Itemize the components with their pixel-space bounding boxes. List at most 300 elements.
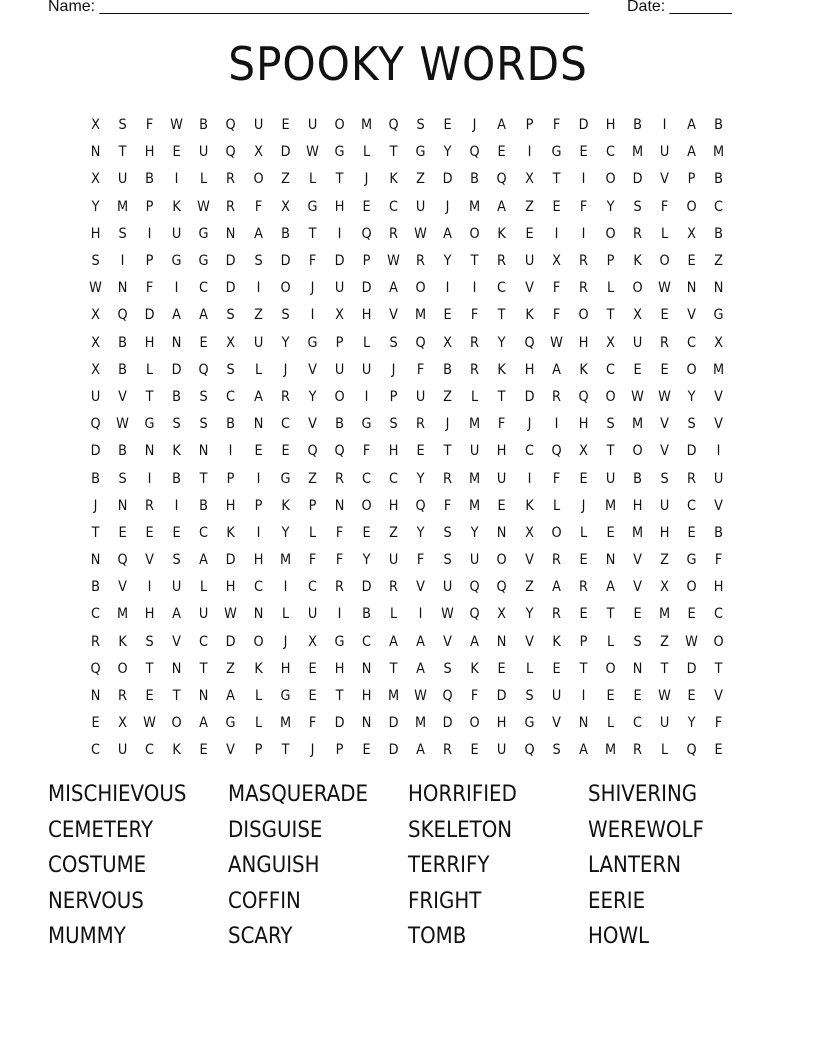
grid-letter: L	[606, 715, 614, 732]
word-list-item: SKELETON	[408, 817, 513, 843]
grid-letter: H	[388, 497, 399, 514]
grid-letter: K	[551, 633, 561, 650]
grid-letter: G	[551, 144, 562, 161]
grid-letter: F	[146, 117, 154, 134]
grid-letter: Q	[523, 742, 535, 759]
grid-letter: W	[658, 388, 671, 405]
grid-letter: E	[281, 117, 290, 134]
grid-letter: A	[199, 715, 209, 732]
grid-letter: T	[606, 606, 615, 623]
grid-letter: N	[497, 524, 507, 541]
grid-letter: H	[497, 443, 507, 460]
grid-row	[82, 710, 732, 737]
grid-letter: K	[389, 171, 398, 188]
grid-letter: L	[660, 742, 669, 759]
grid-letter: Z	[660, 552, 669, 569]
grid-letter: B	[118, 443, 128, 460]
grid-letter: M	[631, 524, 643, 541]
grid-letter: E	[552, 198, 561, 215]
grid-row	[82, 302, 732, 329]
grid-letter: X	[633, 307, 642, 324]
grid-letter: H	[144, 144, 155, 161]
grid-letter: C	[524, 443, 534, 460]
grid-letter: T	[498, 307, 506, 324]
word-list-item: HORRIFIED	[408, 782, 517, 807]
grid-letter: X	[307, 633, 317, 650]
grid-letter: G	[226, 715, 237, 732]
grid-letter: N	[605, 552, 616, 569]
grid-letter: U	[90, 388, 101, 405]
grid-letter: I	[174, 171, 179, 188]
grid-letter: O	[632, 280, 643, 297]
grid-letter: S	[145, 633, 154, 650]
grid-letter: N	[361, 660, 372, 677]
grid-letter: N	[632, 660, 643, 677]
grid-letter: U	[659, 144, 670, 161]
grid-letter: U	[117, 171, 128, 188]
grid-row	[82, 330, 732, 357]
grid-letter: D	[144, 307, 155, 324]
grid-letter: E	[524, 225, 534, 242]
grid-letter: E	[687, 253, 696, 270]
grid-letter: P	[525, 117, 533, 134]
grid-letter: U	[632, 334, 643, 351]
grid-letter: I	[147, 225, 152, 242]
grid-letter: T	[660, 660, 669, 677]
grid-letter: R	[497, 253, 507, 270]
grid-letter: B	[362, 606, 371, 623]
word-list-item: TERRIFY	[408, 853, 490, 879]
grid-letter: S	[552, 742, 561, 759]
word-list-item: LANTERN	[588, 853, 682, 879]
grid-letter: I	[256, 524, 261, 541]
grid-letter: G	[280, 470, 291, 487]
word-list	[48, 777, 768, 955]
grid-letter: E	[281, 443, 290, 460]
grid-letter: I	[662, 117, 667, 134]
grid-letter: E	[579, 552, 588, 569]
grid-letter: D	[686, 660, 697, 677]
grid-letter: V	[714, 497, 724, 514]
grid-letter: Q	[686, 742, 697, 759]
grid-letter: T	[714, 660, 723, 677]
grid-letter: K	[118, 633, 127, 650]
grid-letter: E	[606, 688, 615, 705]
grid-letter: H	[144, 334, 155, 351]
grid-letter: V	[633, 552, 642, 569]
grid-letter: F	[660, 198, 669, 215]
grid-letter: O	[117, 660, 128, 677]
grid-letter: B	[714, 524, 724, 541]
grid-letter: L	[254, 361, 262, 378]
grid-letter: E	[254, 443, 263, 460]
grid-letter: O	[605, 660, 616, 677]
grid-letter: I	[527, 144, 531, 161]
grid-letter: G	[415, 144, 426, 161]
grid-letter: S	[118, 470, 127, 487]
grid-letter: F	[335, 552, 344, 569]
grid-letter: N	[117, 280, 128, 297]
grid-letter: C	[280, 416, 290, 433]
grid-row	[82, 493, 732, 520]
grid-letter: K	[172, 742, 182, 759]
grid-letter: H	[90, 225, 101, 242]
grid-letter: R	[660, 334, 669, 351]
grid-row	[82, 248, 732, 275]
grid-letter: C	[361, 470, 371, 487]
grid-letter: V	[307, 361, 317, 378]
grid-letter: G	[307, 334, 318, 351]
grid-letter: M	[631, 416, 643, 433]
grid-letter: N	[171, 660, 182, 677]
grid-letter: O	[605, 171, 616, 188]
grid-letter: R	[334, 470, 344, 487]
grid-letter: E	[687, 688, 696, 705]
grid-letter: I	[445, 280, 450, 297]
grid-letter: C	[497, 280, 507, 297]
grid-letter: E	[687, 524, 696, 541]
grid-letter: U	[470, 552, 480, 569]
grid-letter: P	[308, 497, 317, 514]
grid-letter: H	[144, 606, 155, 623]
word-list-item: CEMETERY	[48, 817, 154, 843]
grid-letter: Y	[443, 253, 452, 270]
grid-letter: C	[226, 388, 236, 405]
grid-letter: Y	[525, 606, 533, 623]
grid-letter: F	[362, 443, 371, 460]
grid-letter: N	[117, 497, 128, 514]
grid-letter: B	[199, 497, 209, 514]
grid-letter: B	[91, 579, 100, 596]
grid-letter: A	[416, 660, 426, 677]
grid-letter: W	[414, 225, 428, 242]
grid-letter: E	[660, 361, 669, 378]
grid-letter: P	[362, 253, 371, 270]
grid-letter: W	[631, 388, 644, 405]
grid-letter: A	[497, 198, 507, 215]
grid-letter: I	[337, 606, 342, 623]
grid-letter: A	[416, 633, 426, 650]
grid-letter: S	[443, 552, 452, 569]
grid-letter: H	[605, 117, 616, 134]
grid-letter: X	[226, 334, 236, 351]
grid-letter: Q	[361, 225, 372, 242]
grid-letter: V	[443, 633, 453, 650]
grid-letter: U	[253, 117, 263, 134]
grid-letter: S	[633, 198, 642, 215]
grid-letter: K	[579, 361, 588, 378]
grid-row	[82, 166, 732, 193]
grid-letter: X	[91, 171, 100, 188]
grid-letter: X	[118, 715, 128, 732]
grid-row	[82, 438, 732, 465]
grid-letter: D	[442, 171, 453, 188]
grid-letter: L	[606, 280, 614, 297]
grid-letter: A	[253, 225, 263, 242]
grid-letter: E	[552, 660, 561, 677]
word-list-item: TOMB	[408, 924, 467, 950]
grid-letter: W	[441, 606, 455, 623]
grid-letter: C	[389, 470, 399, 487]
grid-letter: E	[660, 307, 669, 324]
grid-letter: X	[578, 443, 588, 460]
date-field: Date: _______	[627, 0, 732, 15]
grid-letter: Y	[281, 334, 290, 351]
grid-row	[82, 357, 732, 384]
grid-letter: S	[172, 552, 181, 569]
grid-letter: U	[334, 361, 345, 378]
grid-letter: I	[364, 388, 369, 405]
grid-letter: L	[308, 524, 316, 541]
word-list-item: EERIE	[588, 888, 646, 914]
grid-letter: X	[660, 579, 669, 596]
grid-letter: S	[443, 660, 452, 677]
grid-letter: H	[226, 579, 236, 596]
grid-letter: C	[307, 579, 317, 596]
grid-letter: S	[389, 416, 398, 433]
header-line	[48, 0, 768, 20]
grid-letter: S	[524, 688, 534, 705]
grid-letter: B	[199, 117, 209, 134]
grid-letter: C	[389, 198, 399, 215]
grid-letter: P	[145, 253, 154, 270]
grid-letter: D	[280, 253, 291, 270]
grid-letter: Q	[523, 334, 535, 351]
grid-letter: D	[361, 280, 372, 297]
grid-letter: R	[145, 497, 155, 514]
grid-letter: D	[442, 715, 453, 732]
grid-letter: F	[552, 470, 560, 487]
grid-letter: K	[172, 198, 182, 215]
grid-letter: P	[687, 171, 696, 188]
grid-letter: B	[632, 117, 642, 134]
grid-letter: A	[551, 579, 561, 596]
grid-letter: Y	[498, 334, 506, 351]
grid-letter: A	[443, 225, 453, 242]
grid-letter: T	[199, 470, 208, 487]
grid-letter: L	[200, 579, 208, 596]
grid-letter: M	[713, 144, 725, 161]
grid-letter: Q	[415, 497, 426, 514]
grid-letter: K	[633, 253, 642, 270]
grid-letter: E	[172, 144, 181, 161]
grid-letter: F	[714, 715, 723, 732]
grid-letter: E	[443, 307, 452, 324]
grid-letter: N	[361, 715, 372, 732]
grid-letter: E	[497, 660, 507, 677]
grid-letter: J	[445, 416, 450, 433]
grid-letter: Z	[524, 198, 534, 215]
grid-letter: S	[118, 225, 127, 242]
grid-letter: A	[389, 633, 398, 650]
grid-letter: A	[687, 117, 697, 134]
grid-letter: T	[498, 388, 506, 405]
grid-row	[82, 601, 732, 628]
grid-letter: E	[633, 361, 642, 378]
grid-letter: D	[171, 361, 182, 378]
grid-letter: M	[469, 470, 481, 487]
grid-letter: O	[334, 388, 345, 405]
grid-letter: S	[633, 633, 642, 650]
grid-letter: J	[581, 497, 586, 514]
grid-row	[82, 275, 732, 302]
grid-letter: J	[445, 198, 450, 215]
grid-letter: C	[253, 579, 263, 596]
grid-letter: M	[604, 742, 616, 759]
grid-letter: I	[310, 307, 315, 324]
grid-letter: X	[605, 334, 615, 351]
grid-letter: I	[120, 253, 125, 270]
grid-letter: E	[199, 742, 208, 759]
grid-letter: S	[254, 253, 263, 270]
grid-letter: L	[579, 524, 587, 541]
grid-letter: L	[308, 171, 316, 188]
grid-letter: U	[659, 497, 670, 514]
grid-letter: T	[606, 307, 615, 324]
grid-letter: E	[497, 497, 507, 514]
grid-letter: Q	[496, 171, 508, 188]
grid-letter: L	[660, 225, 669, 242]
grid-letter: P	[606, 253, 615, 270]
grid-letter: K	[497, 361, 507, 378]
grid-letter: H	[280, 660, 291, 677]
grid-letter: F	[471, 307, 479, 324]
word-list-item: SHIVERING	[588, 782, 698, 807]
grid-letter: A	[199, 307, 209, 324]
grid-letter: I	[527, 470, 531, 487]
grid-letter: N	[90, 552, 101, 569]
grid-letter: O	[659, 253, 670, 270]
grid-letter: M	[117, 606, 129, 623]
grid-letter: L	[254, 715, 262, 732]
grid-row	[82, 194, 732, 221]
grid-letter: O	[171, 715, 182, 732]
grid-letter: F	[308, 253, 317, 270]
grid-letter: W	[116, 416, 130, 433]
grid-row	[82, 112, 732, 139]
grid-letter: B	[91, 470, 100, 487]
grid-letter: E	[172, 524, 181, 541]
grid-letter: H	[253, 552, 263, 569]
grid-letter: Z	[389, 524, 398, 541]
grid-letter: Q	[442, 688, 453, 705]
grid-letter: I	[418, 606, 423, 623]
grid-letter: U	[199, 606, 209, 623]
grid-letter: E	[579, 144, 588, 161]
grid-letter: T	[389, 144, 398, 161]
grid-letter: M	[415, 715, 427, 732]
grid-letter: N	[90, 688, 101, 705]
grid-letter: V	[118, 388, 128, 405]
grid-letter: R	[416, 253, 426, 270]
grid-letter: V	[118, 579, 128, 596]
grid-letter: Q	[225, 117, 237, 134]
grid-letter: H	[361, 307, 372, 324]
grid-letter: I	[256, 470, 261, 487]
grid-letter: V	[524, 552, 534, 569]
grid-letter: B	[118, 361, 128, 378]
grid-letter: O	[334, 117, 345, 134]
grid-row	[82, 683, 732, 710]
grid-letter: R	[578, 280, 588, 297]
grid-letter: I	[229, 443, 233, 460]
grid-letter: R	[470, 334, 480, 351]
grid-letter: L	[362, 334, 371, 351]
grid-letter: R	[551, 552, 561, 569]
grid-letter: U	[443, 579, 453, 596]
grid-letter: U	[497, 742, 507, 759]
grid-letter: V	[307, 416, 317, 433]
grid-letter: L	[606, 633, 614, 650]
grid-letter: V	[551, 715, 561, 732]
grid-letter: M	[415, 307, 427, 324]
grid-letter: C	[145, 742, 155, 759]
grid-letter: O	[280, 280, 291, 297]
grid-letter: E	[633, 688, 642, 705]
grid-letter: D	[388, 715, 399, 732]
grid-letter: D	[280, 144, 291, 161]
grid-letter: N	[90, 144, 101, 161]
grid-letter: U	[605, 470, 616, 487]
grid-letter: C	[605, 144, 615, 161]
grid-letter: R	[443, 470, 453, 487]
grid-letter: V	[660, 416, 669, 433]
grid-letter: M	[388, 688, 400, 705]
grid-letter: W	[685, 633, 698, 650]
grid-letter: F	[254, 198, 262, 215]
grid-letter: Q	[388, 117, 399, 134]
word-list-item: HOWL	[588, 924, 650, 950]
grid-letter: P	[335, 742, 344, 759]
grid-letter: I	[716, 443, 721, 460]
grid-letter: N	[578, 715, 589, 732]
grid-letter: Y	[470, 524, 479, 541]
grid-letter: E	[199, 334, 208, 351]
grid-letter: U	[713, 470, 724, 487]
grid-row	[82, 547, 732, 574]
grid-letter: T	[199, 660, 208, 677]
grid-letter: I	[283, 579, 288, 596]
grid-letter: L	[389, 606, 398, 623]
grid-letter: X	[524, 171, 534, 188]
grid-letter: N	[171, 334, 182, 351]
word-list-item: ANGUISH	[228, 853, 320, 879]
grid-letter: K	[172, 443, 182, 460]
grid-letter: A	[497, 117, 507, 134]
grid-letter: O	[632, 443, 643, 460]
grid-letter: V	[172, 633, 182, 650]
grid-letter: D	[226, 552, 236, 569]
grid-letter: E	[579, 606, 588, 623]
grid-letter: M	[469, 497, 481, 514]
grid-letter: U	[497, 470, 507, 487]
grid-letter: S	[389, 334, 398, 351]
grid-letter: U	[415, 388, 426, 405]
grid-letter: I	[554, 416, 559, 433]
grid-letter: W	[387, 253, 400, 270]
grid-letter: F	[308, 715, 317, 732]
grid-letter: J	[310, 742, 315, 759]
grid-letter: D	[226, 633, 236, 650]
grid-letter: D	[388, 742, 399, 759]
grid-letter: C	[199, 633, 209, 650]
grid-letter: E	[579, 470, 588, 487]
grid-letter: A	[578, 742, 588, 759]
grid-letter: R	[118, 688, 128, 705]
grid-letter: R	[280, 388, 290, 405]
grid-letter: Y	[606, 198, 615, 215]
grid-letter: E	[687, 606, 696, 623]
